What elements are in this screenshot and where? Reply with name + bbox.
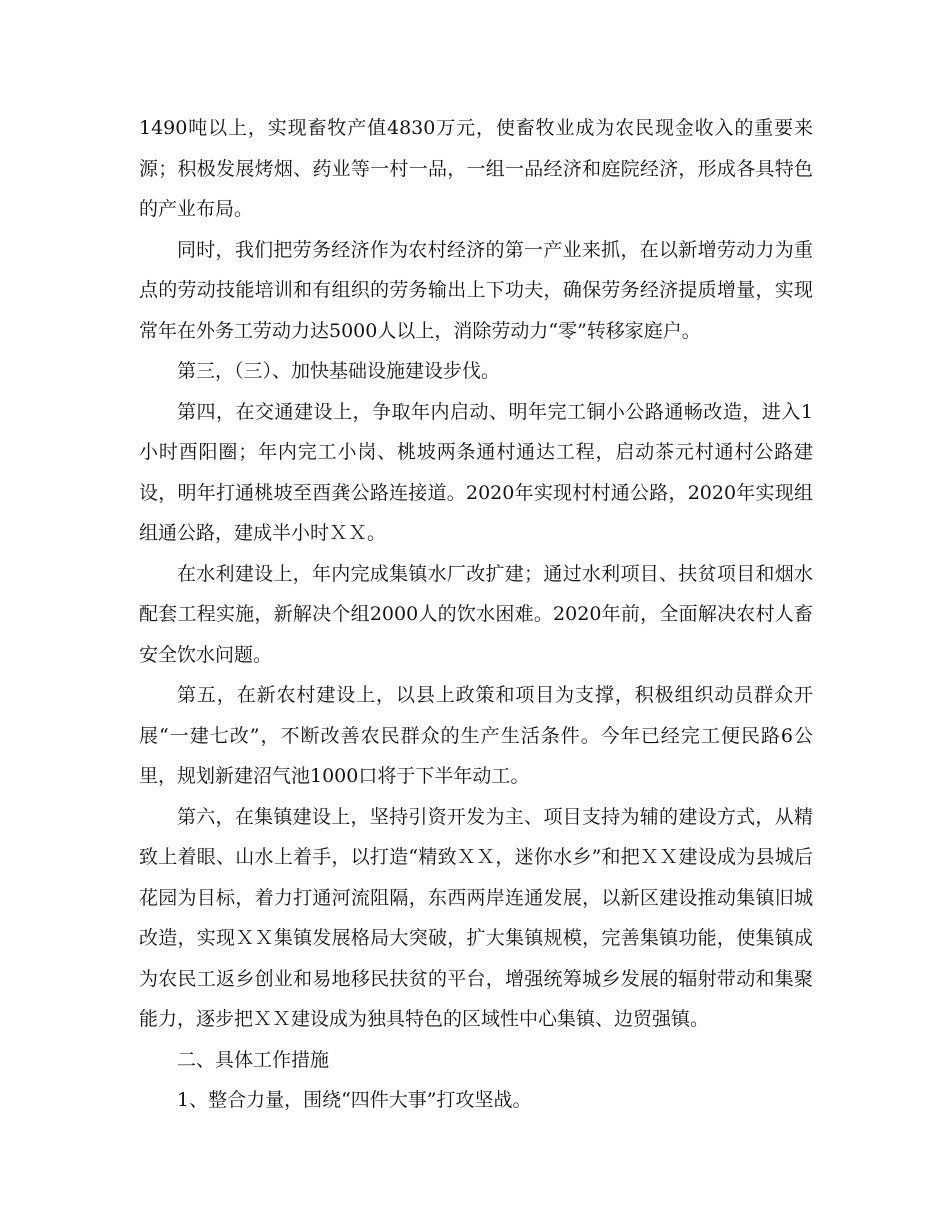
paragraph-measure-1: 1、整合力量，围绕“四件大事”打攻坚战。 (177, 1089, 532, 1111)
paragraph-new-countryside: 第五，在新农村建设上，以县上政策和项目为支撑，积极组织动员群众开展“一建七改”，不断改善农民群众的生产生活条件。今年已经完工便民路6公里，规划新建沼气池1000口将于下半年动工。 (139, 684, 813, 787)
paragraph-labor-economy: 同时，我们把劳务经济作为农村经济的第一产业来抓，在以新增劳动力为重点的劳动技能培训和有组织的劳务输出上下功夫，确保劳务经济提质增量，实现常年在外务工劳动力达5000人以上，消除劳动力“零”转移家庭户。 (139, 238, 813, 342)
paragraph-livestock: 1490吨以上，实现畜牧产值4830万元，使畜牧业成为农民现金收入的重要来源；积极发展烤烟、药业等一村一品，一组一品经济和庭院经济，形成各具特色的产业布局。 (139, 117, 813, 220)
paragraph-town-construction: 第六，在集镇建设上，坚持引资开发为主、项目支持为辅的建设方式，从精致上着眼、山水上着手，以打造“精致ＸＸ，迷你水乡”和把ＸＸ建设成为县城后花园为目标，着力打通河流阻隔，东西两岸连通发展，以新区建设推动集镇旧城改造，实现ＸＸ集镇发展格局大突破，扩大集镇规模，完善集镇功能，使集镇成为农民工返乡创业和易地移民扶贫的平台，增强统筹城乡发展的辐射带动和集聚能力，逐步把ＸＸ建设成为独具特色的区域性中心集镇、边贸强镇。 (139, 805, 813, 1030)
document-body (139, 108, 813, 1121)
paragraph-heading-infrastructure: 第三，（三）、加快基础设施建设步伐。 (177, 360, 501, 382)
paragraph-transport: 第四，在交通建设上，争取年内启动、明年完工铜小公路通畅改造，进入1小时酉阳圈；年内完工小岗、桃坡两条通村通达工程，启动茶元村通村公路建设，明年打通桃坡至酉龚公路连接道。2020年实现村村通公路，2020年实现组组通公路，建成半小时ＸＸ。 (139, 400, 813, 544)
paragraph-water: 在水利建设上，年内完成集镇水厂改扩建；通过水利项目、扶贫项目和烟水配套工程实施，新解决个组2000人的饮水困难。2020年前，全面解决农村人畜安全饮水问题。 (139, 562, 813, 666)
section-heading-measures: 二、具体工作措施 (177, 1048, 330, 1071)
